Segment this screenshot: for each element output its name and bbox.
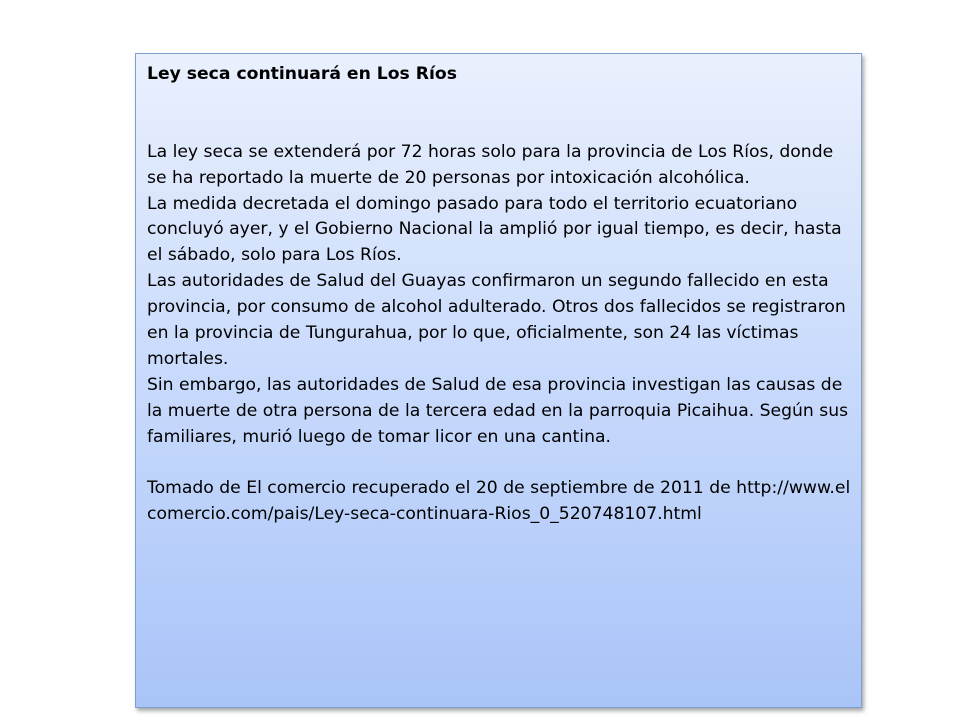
source-citation <box>147 476 851 528</box>
article-paragraph-3: Las autoridades de Salud del Guayas confirmaron un segundo fallecido en esta provincia, por consumo de alcohol adulterado. Otros dos fallecidos se registraron en la provincia de Tungurahua, por lo que, oficialmente, son 24 las víctimas mortales. <box>147 271 846 369</box>
article-paragraph-1: La ley seca se extenderá por 72 horas solo para la provincia de Los Ríos, donde se ha reportado la muerte de 20 personas por intoxicación alcohólica. <box>147 141 834 188</box>
blank-lines <box>147 88 851 140</box>
article-paragraph-2: La medida decretada el domingo pasado para todo el territorio ecuatoriano concluyó ayer, y el Gobierno Nacional la amplió por igual tiempo, es decir, hasta el sábado, solo para Los Ríos. <box>147 193 842 266</box>
article-title: Ley seca continuará en Los Ríos <box>147 64 457 84</box>
article-paragraph-4: Sin embargo, las autoridades de Salud de esa provincia investigan las causas de la muerte de otra persona de la tercera edad en la parroquia Picaihua. Según sus familiares, murió luego de tomar licor en una cantina. <box>147 374 849 447</box>
source-url: http://www.elcomercio.com/pais/Ley-seca-continuara-Rios_0_520748107.html <box>147 478 851 525</box>
article-text-box <box>135 53 862 708</box>
blank-line <box>147 451 851 477</box>
source-text: Tomado de El comercio recuperado el 20 de septiembre de 2011 de <box>147 478 731 499</box>
